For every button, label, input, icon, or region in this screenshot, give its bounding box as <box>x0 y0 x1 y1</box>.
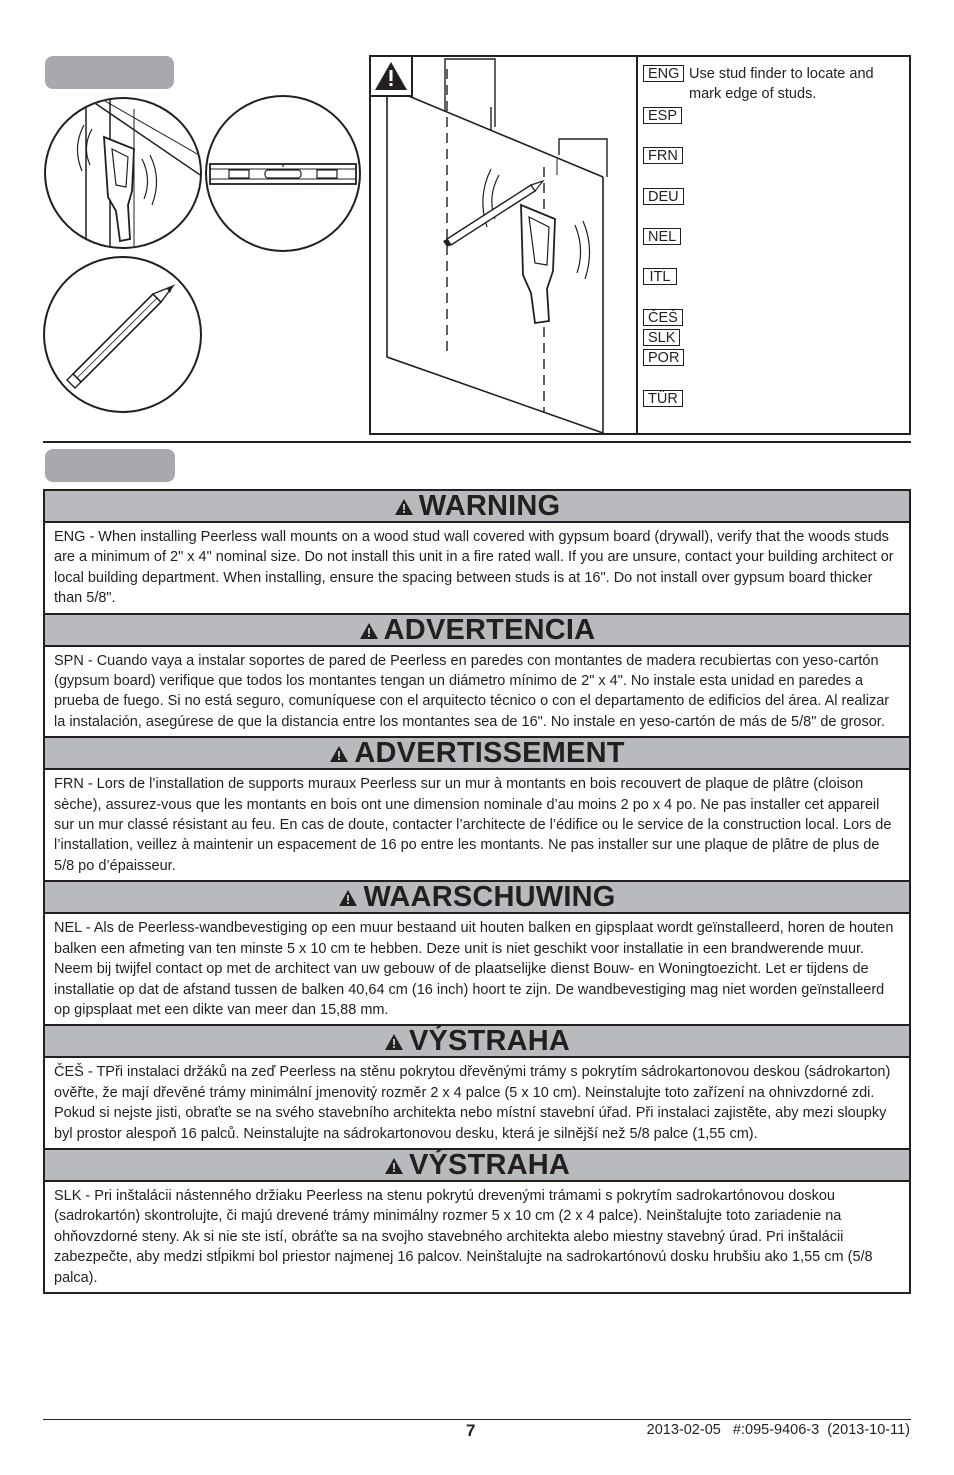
step2-header-tab <box>45 449 175 482</box>
warning-header-slk <box>45 1150 909 1182</box>
warning-title-nel: WAARSCHUWING <box>363 881 616 914</box>
lang-tag-tur: TÜR <box>643 390 683 407</box>
step1-header-tab <box>45 56 174 89</box>
stud-finder-on-wall-illustration <box>44 97 202 249</box>
warning-body-nel: NEL - Als de Peerless-wandbevestiging op een muur bestaand uit houten balken en gipsplaat wordt geïnstalleerd, horen de houten balken een afmeting van ten minste 5 x 10 cm te hebben. Deze unit is niet geschikt voor installatie in een brandwerende muur. Neem bij twijfel contact op met de architect van uw gebouw of de plaatselijke dienst Bouw- en Woningtoezicht. Let er tijdens de installatie op dat de afstand tussen de balken 40,64 cm (16 inch) hoort te zijn. De wandbevestiging mag niet worden geïnstalleerd op gipsplaat met een dikte van meer dan 15,88 mm. <box>45 914 909 1026</box>
warning-triangle-icon <box>359 622 379 640</box>
warning-header-eng <box>45 491 909 523</box>
warning-body-frn: FRN - Lors de l’installation de supports muraux Peerless sur un mur à montants en bois recouvert de plaque de plâtre (cloison sèche), assurez-vous que les montants en bois ont une dimension nominale d’au moins 2 po x 4 po. Ne pas installer cet appareil sur un mur classé résistant au feu. En cas de doute, contacter l’architecte de l’édifice ou le service de la construction local. Lors de l’installation, veillez à maintenir un espacement de 16 po entre les montants. Ne pas installer sur une plaque de plâtre de plus de 5/8 po d’épaisseur. <box>45 770 909 882</box>
warning-title-ces: VÝSTRAHA <box>408 1025 571 1058</box>
footer-rule <box>43 1419 911 1420</box>
lang-tag-slk: SLK <box>643 329 680 346</box>
warning-body-spn: SPN - Cuando vaya a instalar soportes de pared de Peerless en paredes con montantes de madera recubiertas con yeso-cartón (gypsum board) verifique que todos los montantes tengan un diámetro mínimo de 2" x 4". No instale esta unidad en paredes a prueba de fuego. Si no está seguro, comuníquese con el arquitecto técnico o con el departamento de edificios del área. Al realizar la instalación, asegúrese de que la distancia entre los montantes sea de 16". No instale en yeso-cartón de más de 5/8" de grosor. <box>45 647 909 739</box>
lang-tag-ces: ČEŠ <box>643 309 683 326</box>
warning-triangle-icon <box>371 57 413 97</box>
warning-title-slk: VÝSTRAHA <box>408 1148 571 1181</box>
lang-text-eng: Use stud finder to locate and mark edge of studs. <box>689 66 874 102</box>
lang-tag-nel: NEL <box>643 228 681 245</box>
warning-triangle-icon <box>329 745 349 763</box>
section-divider <box>43 441 911 443</box>
document-info: 2013-02-05 #:095-9406-3 (2013-10-11) <box>646 1422 910 1438</box>
page-number: 7 <box>466 1421 476 1440</box>
warning-title-eng: WARNING <box>418 490 561 522</box>
warning-triangle-icon <box>384 1157 404 1175</box>
warning-header-nel <box>45 882 909 914</box>
step1-language-column <box>638 57 909 433</box>
lang-tag-esp: ESP <box>643 107 682 124</box>
step1-panel <box>369 55 911 435</box>
warning-triangle-icon <box>394 498 414 516</box>
warnings-table <box>43 489 911 1294</box>
warning-triangle-icon <box>338 889 358 907</box>
warning-body-slk: SLK - Pri inštalácii nástenného držiaku Peerless na stenu pokrytú drevenými trámami s pokrytím sadrokartónovou doskou (sadrokartón) skontrolujte, či majú drevené trámy minimálny rozmer 5 x 10 cm (2 x 4 palce). Neinštalujte toto zariadenie na ohňovzdorné steny. Ak si nie ste istí, obráťte sa na svojho stavebného architekta alebo miestny stavebný úrad. Pri inštalácii zabezpečte, aby medzi stĺpikmi bol priestor najmenej 16 palcov. Neinštalujte na sadrokartónovú dosku hrubšiu ako 1,55 cm (5/8 palca). <box>54 1187 873 1286</box>
warning-title-spn: ADVERTENCIA <box>383 613 596 646</box>
warning-triangle-icon <box>384 1033 404 1051</box>
warning-header-frn <box>45 738 909 770</box>
warning-body-eng: ENG - When installing Peerless wall mounts on a wood stud wall covered with gypsum board (drywall), verify that the woods studs are a minimum of 2" x 4" nominal size. Do not install this unit in a fire rated wall. If you are unsure, contact your building architect or local building department. When installing, ensure the spacing between studs is at 16". Do not install over gypsum board thicker than 5/8". <box>45 523 909 615</box>
level-illustration <box>205 95 361 252</box>
warning-body-ces: ČEŠ - TPři instalaci držáků na zeď Peerless na stěnu pokrytou dřevěnými trámy s pokrytím sádrokartonovou deskou (sádrokarton) ověřte, že mají dřevěné trámy minimální jmenovitý rozměr 2 x 4 palce (5 x 10 cm). Neinstalujte toto zařízení na ohnivzdorné zdi. Pokud si nejste jisti, obraťte se na svého stavebního architekta nebo místní stavební úřad. Při instalaci zajistěte, aby mezi sloupky byl prostor alespoň 16 palců. Neinstalujte na sádrokartonovou desku, která je silnější než 5/8 palce (1,55 cm). <box>45 1058 909 1150</box>
lang-tag-frn: FRN <box>643 147 683 164</box>
lang-tag-deu: DEU <box>643 188 684 205</box>
pencil-illustration <box>43 256 202 413</box>
warning-header-spn <box>45 615 909 647</box>
lang-tag-itl: ITL <box>643 268 677 285</box>
stud-marking-illustration <box>371 57 638 433</box>
warning-header-ces <box>45 1026 909 1058</box>
lang-tag-por: POR <box>643 349 684 366</box>
lang-tag-eng: ENG <box>643 65 684 82</box>
warning-title-frn: ADVERTISSEMENT <box>354 737 625 770</box>
